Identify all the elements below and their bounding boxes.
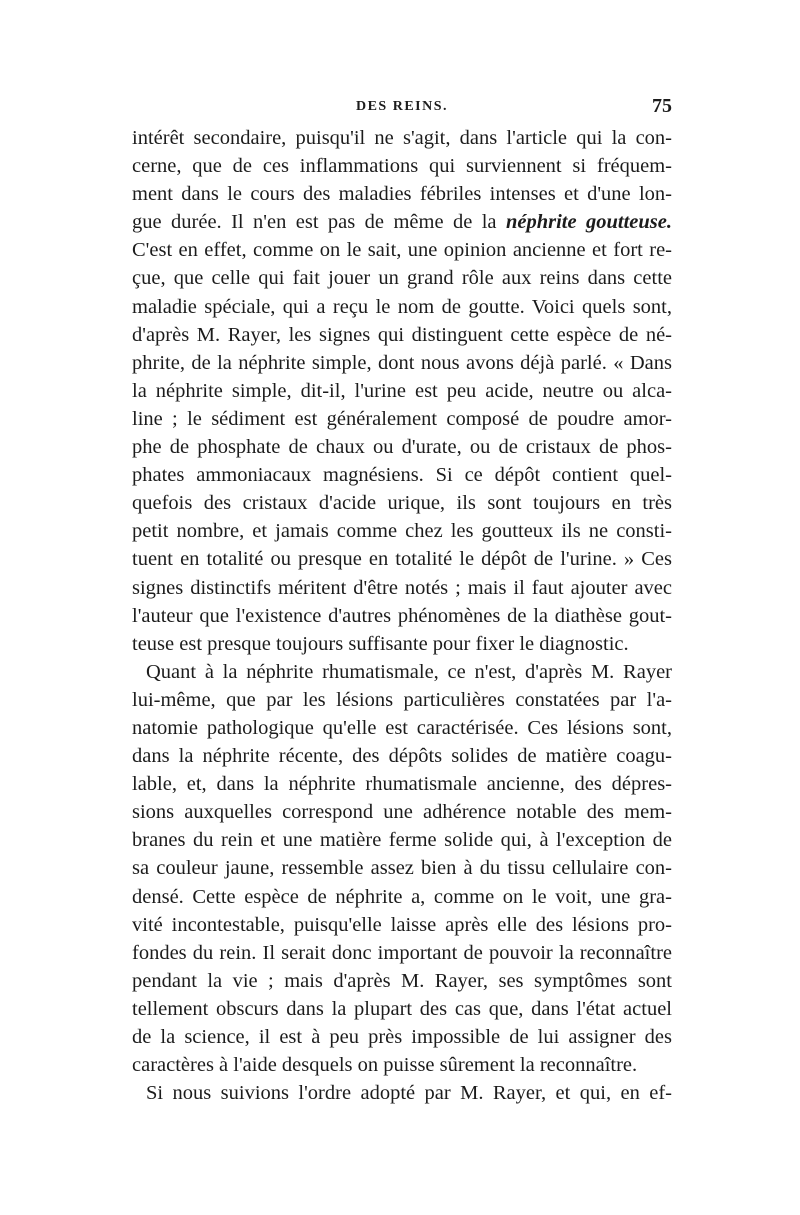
text-line: dans la néphrite récente, des dépôts solides de matière coagu-	[132, 745, 672, 768]
running-head	[132, 95, 672, 123]
emphasized-term: néphrite goutteuse.	[505, 211, 672, 234]
text-line: C'est en effet, comme on le sait, une opinion ancienne et fort re-	[132, 239, 672, 262]
text-line: teuse est presque toujours suffisante pour fixer le diagnostic.	[132, 632, 629, 655]
text-line: vité incontestable, puisqu'elle laisse après elle des lésions pro-	[132, 913, 672, 936]
text-line: Quant à la néphrite rhumatismale, ce n'est, d'après M. Rayer	[146, 660, 672, 683]
text-line: fondes du rein. Il serait donc important de pouvoir la reconnaître	[132, 941, 672, 964]
text-line: densé. Cette espèce de néphrite a, comme on le voit, une gra-	[132, 885, 672, 908]
text-line	[132, 208, 672, 236]
text-line: d'après M. Rayer, les signes qui distinguent cette espèce de né-	[132, 323, 672, 346]
text-line: lui-même, que par les lésions particulières constatées par l'a-	[132, 688, 672, 711]
text-line: çue, que celle qui fait jouer un grand rôle aux reins dans cette	[132, 267, 672, 290]
text-line: phrite, de la néphrite simple, dont nous avons déjà parlé. « Dans	[132, 351, 672, 374]
text-line: Si nous suivions l'ordre adopté par M. Rayer, et qui, en ef-	[146, 1082, 672, 1105]
text-line: phe de phosphate de chaux ou d'urate, ou de cristaux de phos-	[132, 436, 672, 459]
text-line: phates ammoniacaux magnésiens. Si ce dépôt contient quel-	[132, 464, 672, 487]
text-line: natomie pathologique qu'elle est caractérisée. Ces lésions sont,	[132, 716, 672, 739]
text-line: pendant la vie ; mais d'après M. Rayer, ses symptômes sont	[132, 969, 672, 992]
text-run: gue durée. Il n'en est pas de même de la	[132, 211, 506, 234]
text-line: petit nombre, et jamais comme chez les goutteux ils ne consti-	[132, 520, 672, 543]
text-line: line ; le sédiment est généralement composé de poudre amor-	[132, 407, 672, 430]
page-number: 75	[652, 95, 672, 117]
text-line: branes du rein et une matière ferme solide qui, à l'exception de	[132, 829, 672, 852]
text-line: intérêt secondaire, puisqu'il ne s'agit, dans l'article qui la con-	[132, 127, 672, 149]
text-line: signes distinctifs méritent d'être notés ; mais il faut ajouter avec	[132, 576, 672, 599]
text-line: quefois des cristaux d'acide urique, ils sont toujours en très	[132, 492, 672, 515]
text-line: sions auxquelles correspond une adhérence notable des mem-	[132, 801, 672, 824]
text-line: la néphrite simple, dit-il, l'urine est peu acide, neutre ou alca-	[132, 379, 672, 402]
text-line: tellement obscurs dans la plupart des cas que, dans l'état actuel	[132, 997, 672, 1020]
running-head-title: DES REINS.	[355, 99, 449, 114]
text-line: lable, et, dans la néphrite rhumatismale ancienne, des dépres-	[132, 773, 672, 796]
text-line: maladie spéciale, qui a reçu le nom de goutte. Voici quels sont,	[132, 295, 672, 318]
text-line: caractères à l'aide desquels on puisse sûrement la reconnaître.	[132, 1054, 638, 1077]
text-line: ment dans le cours des maladies fébriles intenses et d'une lon-	[132, 183, 672, 206]
text-line: tuent en totalité ou presque en totalité le dépôt de l'urine. » Ces	[132, 548, 672, 571]
body-text	[132, 124, 672, 1107]
text-line: l'auteur que l'existence d'autres phénomènes de la diathèse gout-	[132, 604, 672, 627]
text-line: cerne, que de ces inflammations qui surviennent si fréquem-	[132, 155, 672, 178]
text-line: sa couleur jaune, ressemble assez bien à du tissu cellulaire con-	[132, 857, 672, 880]
text-line: de la science, il est à peu près impossible de lui assigner des	[132, 1026, 672, 1048]
